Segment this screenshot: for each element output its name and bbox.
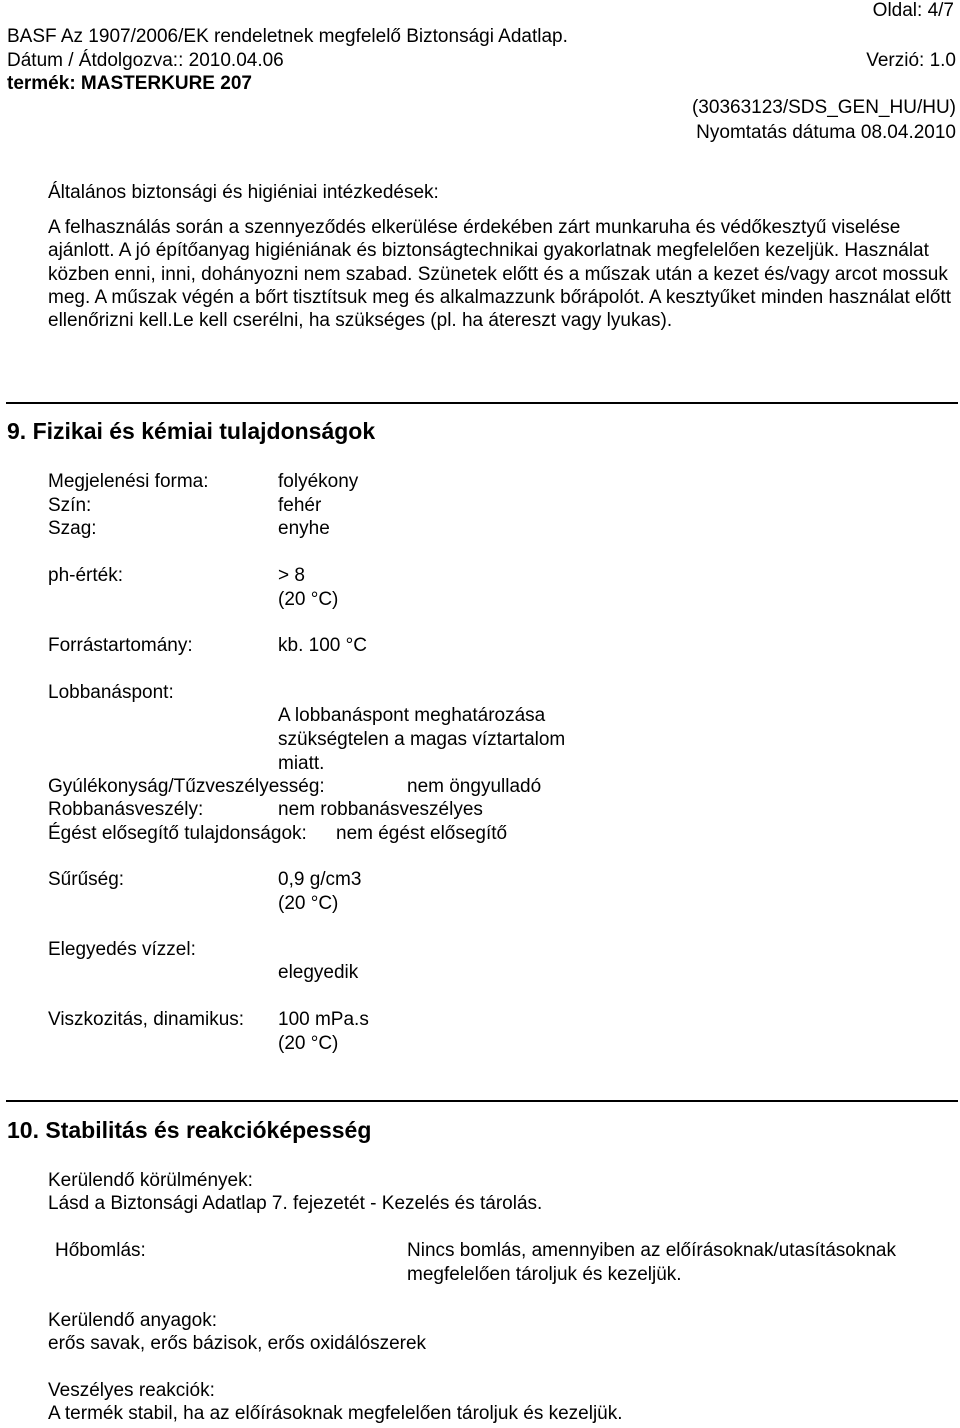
document-version: Verzió: 1.0 [866,50,956,71]
section-divider [6,402,958,404]
density-condition: (20 °C) [278,893,339,914]
flammability-value: nem öngyulladó [407,776,542,797]
product-name: termék: MASTERKURE 207 [7,73,252,94]
page-number: Oldal: 4/7 [872,0,954,21]
hygiene-heading: Általános biztonsági és higiéniai intézkedések: [48,182,439,203]
decomposition-label: Hőbomlás: [55,1240,146,1261]
color-label: Szín: [48,495,92,516]
explosion-label: Robbanásveszély: [48,799,204,820]
explosion-value: nem robbanásveszélyes [278,799,483,820]
avoid-conditions-value: Lásd a Biztonsági Adatlap 7. fejezetét - Kezelés és tárolás. [48,1193,543,1214]
miscibility-value: elegyedik [278,962,359,983]
avoid-materials-label: Kerülendő anyagok: [48,1310,218,1331]
decomposition-value-line-1: Nincs bomlás, amennyiben az előírásoknak/utasításoknak [407,1240,896,1261]
oxidizing-value: nem égést elősegítő [336,823,508,844]
viscosity-condition: (20 °C) [278,1033,339,1054]
document-date: Dátum / Átdolgozva:: 2010.04.06 [7,50,284,71]
viscosity-label: Viszkozitás, dinamikus: [48,1009,245,1030]
flash-value-line-2: szükségtelen a magas víztartalom [278,729,566,750]
section-9-title: 9. Fizikai és kémiai tulajdonságok [7,418,376,444]
viscosity-value: 100 mPa.s [278,1009,369,1030]
density-label: Sűrűség: [48,869,125,890]
density-value: 0,9 g/cm3 [278,869,362,890]
print-date: Nyomtatás dátuma 08.04.2010 [696,122,956,143]
document-title: BASF Az 1907/2006/EK rendeletnek megfelelő Biztonsági Adatlap. [7,26,568,47]
ph-value: > 8 [278,565,305,586]
oxidizing-label: Égést elősegítő tulajdonságok: [48,823,307,844]
color-value: fehér [278,495,322,516]
avoid-conditions-label: Kerülendő körülmények: [48,1170,253,1191]
hazardous-reactions-label: Veszélyes reakciók: [48,1380,215,1401]
miscibility-label: Elegyedés vízzel: [48,939,196,960]
flash-value-line-3: miatt. [278,753,325,774]
ph-label: ph-érték: [48,565,123,586]
hygiene-text: A felhasználás során a szennyeződés elkerülése érdekében zárt munkaruha és védőkesztyű viselése ajánlott. A jó építőanyag higiéniának és biztonságtechnikai gyakorlatnak megfelelően kezeljük. Használat közben enni, inni, dohányozni nem szabad. Szünetek előtt és a műszak után a kezet és/vagy arcot mossuk meg. A műszak végén a bőrt tisztítsuk meg és alkalmazzunk bőrápolót. A kesztyűket minden használat előtt ellenőrizni kell.Le kell cserélni, ha szükséges (pl. ha átereszt vagy lyukas). [48,217,951,332]
flash-value-line-1: A lobbanáspont meghatározása [278,705,546,726]
section-10-title: 10. Stabilitás és reakcióképesség [7,1117,372,1143]
document-code: (30363123/SDS_GEN_HU/HU) [691,97,956,118]
decomposition-value-line-2: megfelelően tároljuk és kezeljük. [407,1264,682,1285]
hazardous-reactions-value: A termék stabil, ha az előírásoknak megfelelően tároljuk és kezeljük. [48,1403,623,1424]
odor-label: Szag: [48,518,97,539]
boiling-value: kb. 100 °C [278,635,367,656]
section-divider [6,1100,958,1102]
avoid-materials-value: erős savak, erős bázisok, erős oxidálószerek [48,1333,427,1354]
odor-value: enyhe [278,518,330,539]
flash-label: Lobbanáspont: [48,682,174,703]
boiling-label: Forrástartomány: [48,635,193,656]
appearance-value: folyékony [278,471,359,492]
flammability-label: Gyúlékonyság/Tűzveszélyesség: [48,776,325,797]
appearance-label: Megjelenési forma: [48,471,209,492]
ph-condition: (20 °C) [278,589,339,610]
